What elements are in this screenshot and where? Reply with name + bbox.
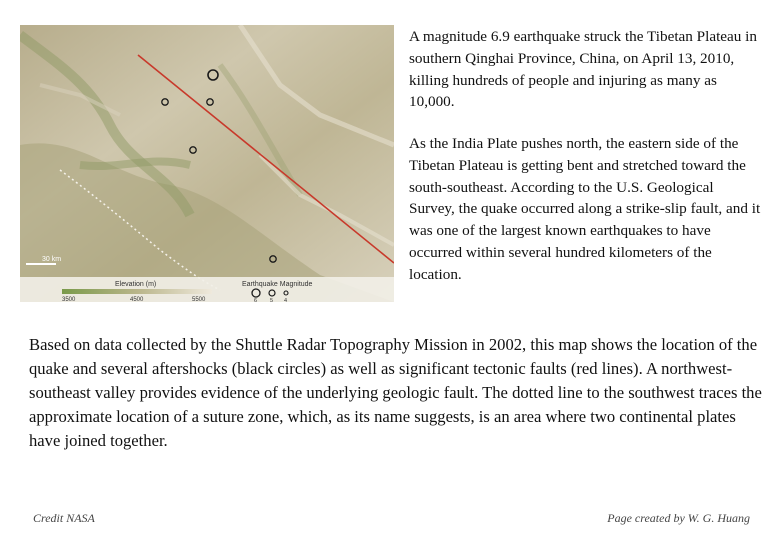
earthquake-map bbox=[20, 25, 394, 302]
plate-tectonics-paragraph: As the India Plate pushes north, the eastern side of the Tibetan Plateau is getting bent and stretched toward the south-southeast. According to the U.S. Geological Survey, the quake occurred along a strike-slip fault, and it was one of the largest known earthquakes to have occurred within several hundred kilometers of the location. bbox=[409, 135, 761, 283]
elevation-legend-title: Elevation (m) bbox=[115, 281, 157, 288]
elevation-tick: 4500 bbox=[130, 297, 144, 302]
intro-paragraph: A magnitude 6.9 earthquake struck the Tibetan Plateau in southern Qinghai Province, China, on April 13, 2010, killing hundreds of people and injuring as many as 10,000. bbox=[409, 28, 757, 111]
elevation-tick: 5500 bbox=[192, 297, 206, 302]
page-author-label: Page created by W. G. Huang bbox=[607, 511, 750, 525]
magnitude-legend-title: Earthquake Magnitude bbox=[242, 281, 313, 288]
scale-label: 30 km bbox=[42, 256, 62, 263]
magnitude-tick: 4 bbox=[284, 298, 288, 302]
magnitude-tick: 5 bbox=[270, 298, 274, 302]
magnitude-tick: 6 bbox=[254, 298, 258, 302]
credit-label: Credit NASA bbox=[33, 511, 95, 525]
elevation-gradient-bar bbox=[62, 289, 212, 294]
map-description-paragraph: Based on data collected by the Shuttle Radar Topography Mission in 2002, this map shows the location of the quake and several aftershocks (black circles) as well as significant tectonic faults (red lines). A northwest-southeast valley provides evidence of the underlying geologic fault. The dotted line to the southwest traces the approximate location of a suture zone, which, as its name suggests, is an area where two continental plates have joined together. bbox=[29, 335, 762, 450]
elevation-tick: 3500 bbox=[62, 297, 76, 302]
topography-map-image bbox=[20, 25, 394, 302]
